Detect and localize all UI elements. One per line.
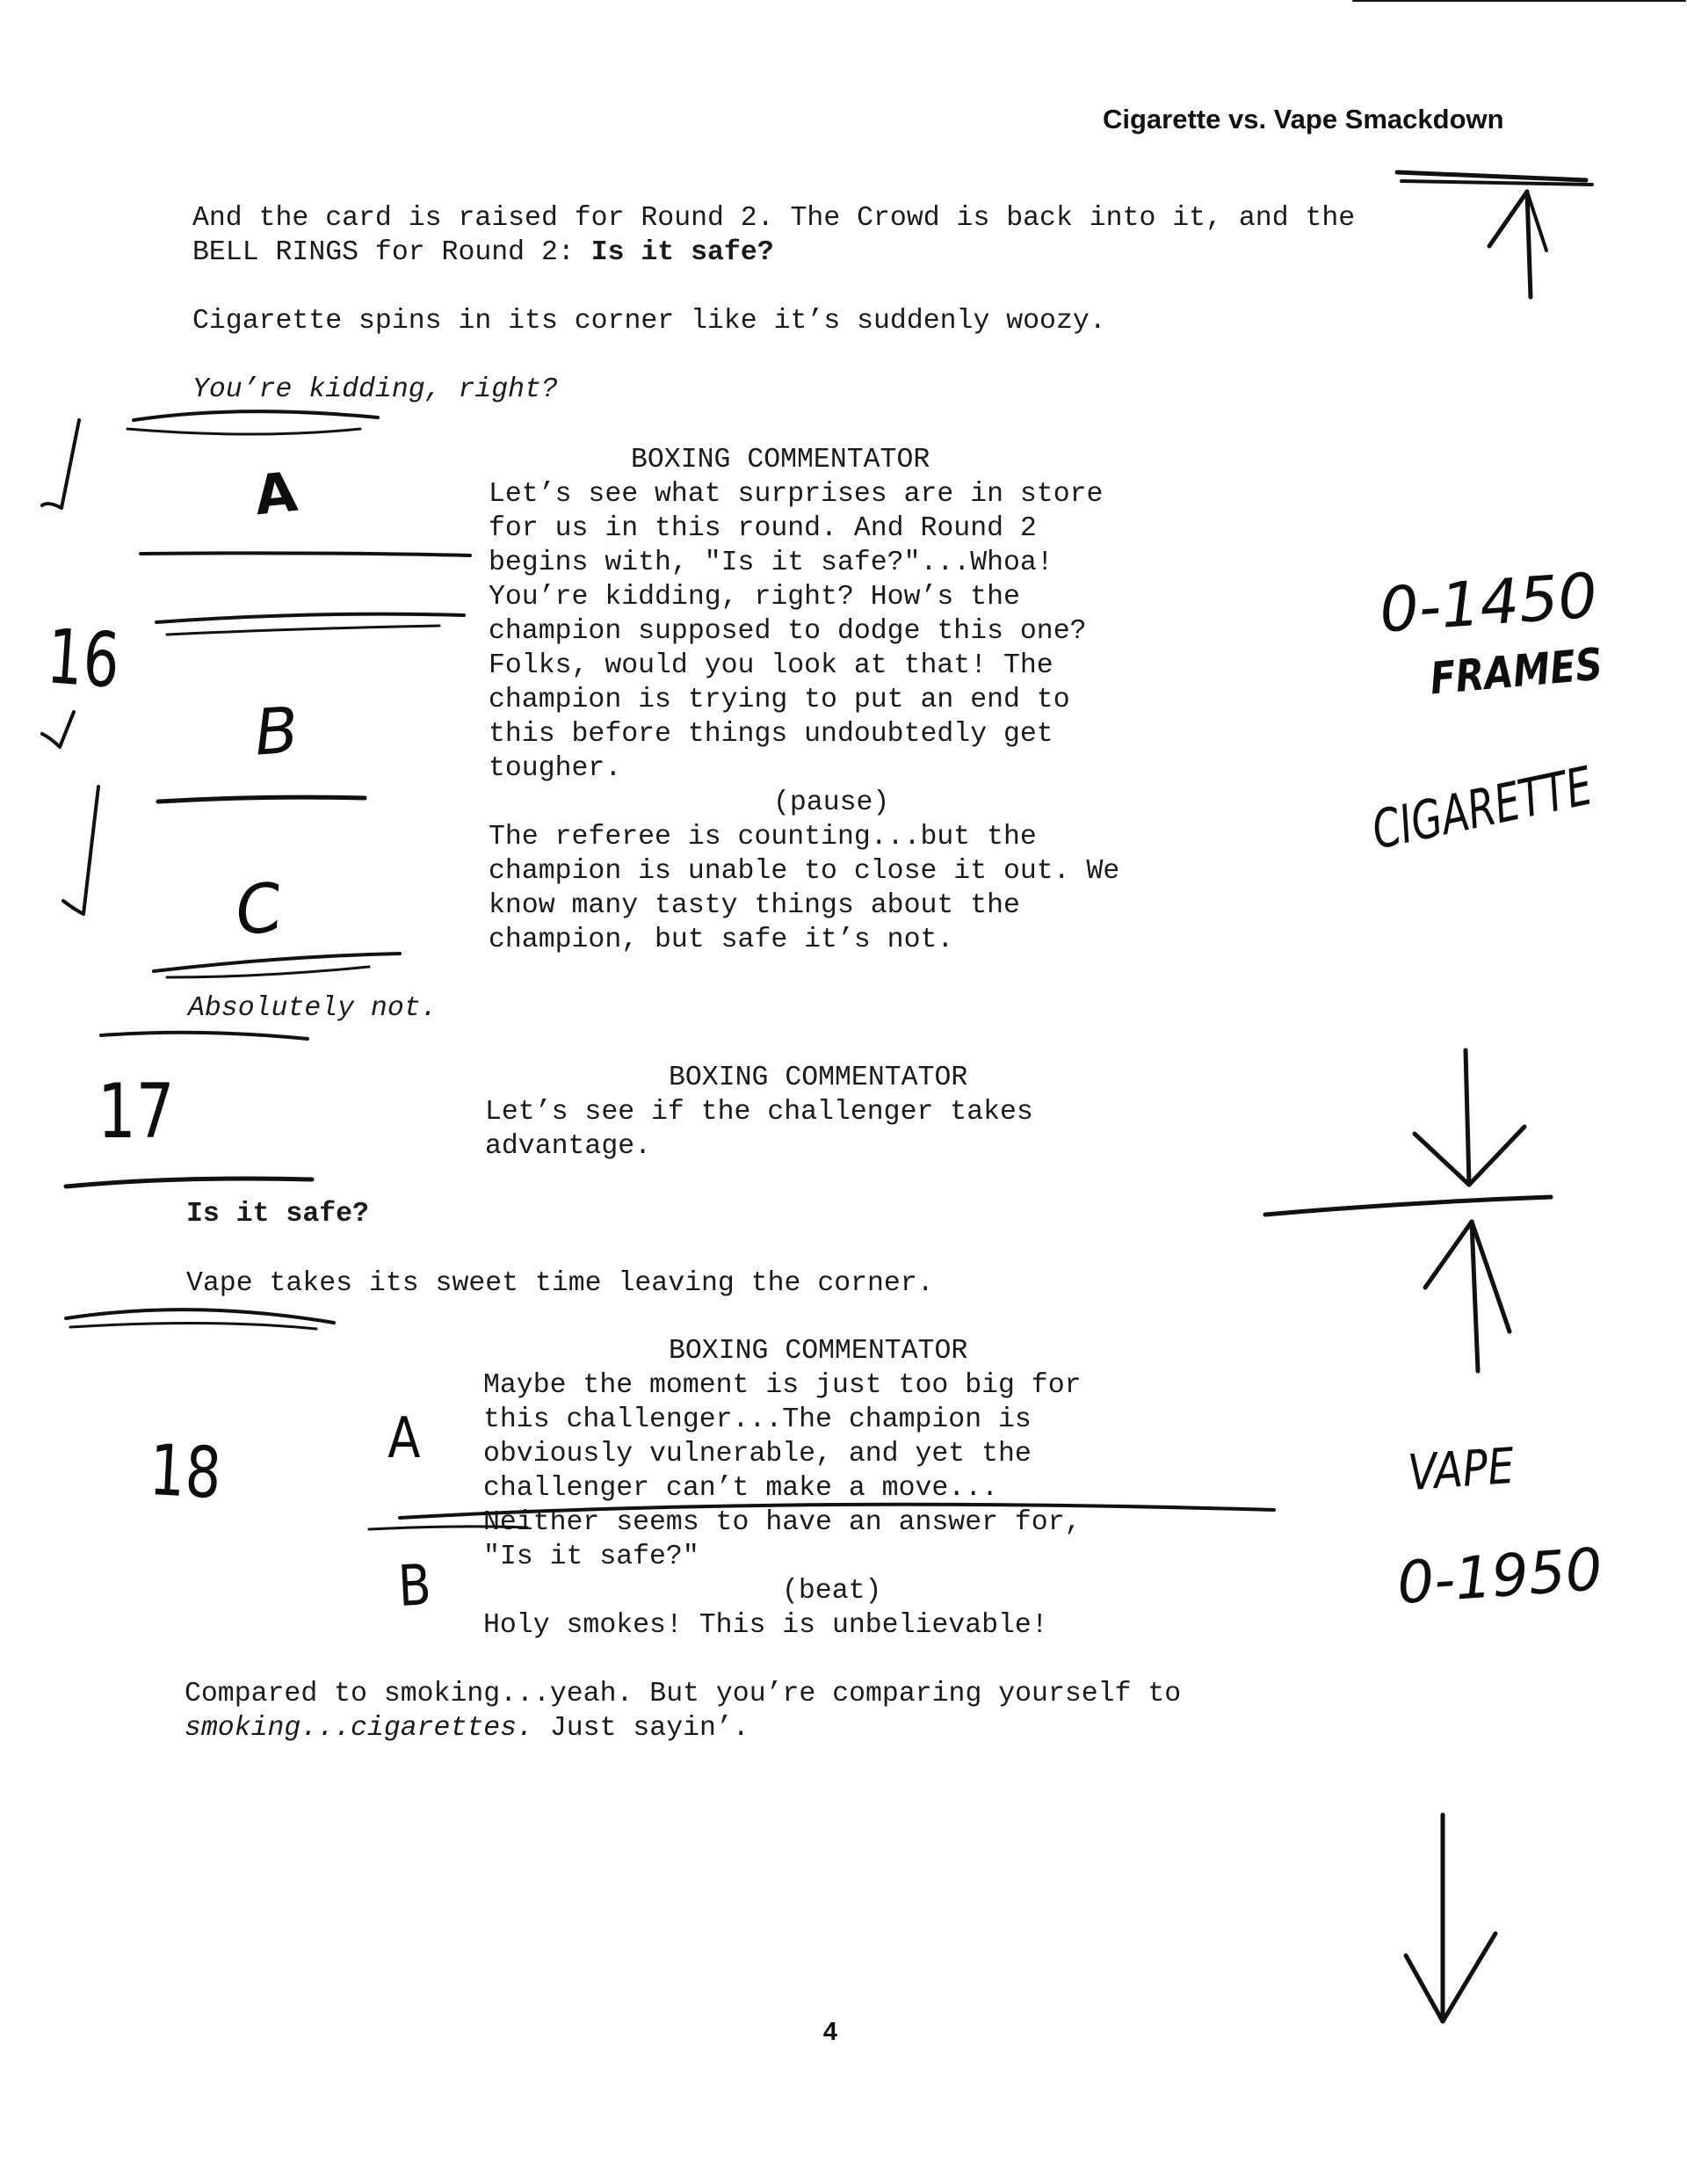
handwritten-scene-number: 17 <box>97 1068 175 1156</box>
handwritten-shot-label: B <box>396 1553 433 1620</box>
caption-line: Compared to smoking...yeah. But you’re comparing yourself to <box>185 1679 1182 1709</box>
action-paragraph: Vape takes its sweet time leaving the corner. <box>186 1268 934 1299</box>
caption-italic: You’re kidding, right? <box>192 374 558 405</box>
dialogue-line: know many tasty things about the <box>489 890 1020 921</box>
handwritten-frames-label: FRAMES <box>1428 638 1605 705</box>
dialogue-block <box>483 1608 1048 1643</box>
dialogue-line: champion, but safe it’s not. <box>489 925 954 955</box>
dialogue-line: this challenger...The champion is <box>483 1404 1032 1435</box>
scribble-divider <box>156 614 464 635</box>
down-arrow-mark <box>1406 1815 1495 2021</box>
page-number: 4 <box>822 2018 838 2046</box>
scribble-divider <box>101 1033 308 1039</box>
scribble-divider <box>66 1310 334 1329</box>
character-name: BOXING COMMENTATOR <box>669 1336 968 1367</box>
handwritten-subject-label: VAPE <box>1406 1437 1517 1503</box>
dialogue-line: this before things undoubtedly get <box>489 719 1053 750</box>
dialogue-line: tougher. <box>489 753 622 784</box>
checkmark-icon <box>42 712 74 747</box>
action-line: BELL RINGS for Round 2: <box>192 237 591 268</box>
dialogue-line: Let’s see if the challenger takes <box>485 1097 1033 1128</box>
dialogue-line: Maybe the moment is just too big for <box>483 1370 1082 1401</box>
dialogue-line: begins with, "Is it safe?"...Whoa! <box>489 548 1053 578</box>
scribble-divider <box>158 797 365 802</box>
round-card-bold: Is it safe? <box>186 1199 369 1230</box>
scribble-divider <box>127 411 378 434</box>
action-paragraph <box>192 201 1355 270</box>
scribble-divider <box>66 1179 312 1186</box>
dialogue-block <box>483 1368 1082 1574</box>
parenthetical: (beat) <box>782 1576 882 1607</box>
page-header-title: Cigarette vs. Vape Smackdown <box>1103 104 1504 134</box>
dialogue-line: champion supposed to dodge this one? <box>489 616 1087 647</box>
handwritten-scene-number: 16 <box>44 613 123 706</box>
dialogue-line: advantage. <box>485 1131 652 1162</box>
scribble-divider <box>141 553 470 555</box>
caption-line-rest: Just sayin’. <box>532 1713 749 1744</box>
caption-italic: Absolutely not. <box>188 993 438 1024</box>
dialogue-line: Let’s see what surprises are in store <box>489 479 1104 510</box>
scribble-divider <box>154 954 400 977</box>
dialogue-line: "Is it safe?" <box>483 1542 699 1572</box>
cross-arrow-mark <box>1265 1050 1551 1371</box>
parenthetical: (pause) <box>773 787 890 818</box>
handwritten-shot-label: B <box>252 693 301 770</box>
character-name: BOXING COMMENTATOR <box>631 445 930 475</box>
dialogue-line: obviously vulnerable, and yet the <box>483 1439 1032 1469</box>
character-name: BOXING COMMENTATOR <box>669 1063 968 1093</box>
dialogue-line: Folks, would you look at that! The <box>489 650 1053 681</box>
dialogue-block <box>485 1095 1033 1164</box>
dialogue-line: The referee is counting...but the <box>489 822 1037 853</box>
caption-paragraph <box>185 1677 1181 1745</box>
dialogue-line: challenger can’t make a move... <box>483 1473 998 1504</box>
handwritten-shot-label: A <box>251 459 300 528</box>
dialogue-line: champion is unable to close it out. We <box>489 856 1120 887</box>
up-arrow-mark <box>1397 172 1592 297</box>
dialogue-block <box>489 477 1103 786</box>
handwritten-subject-label: CIGARETTE <box>1366 755 1598 862</box>
dialogue-block <box>489 820 1119 957</box>
dialogue-line: champion is trying to put an end to <box>489 685 1070 715</box>
dialogue-line: You’re kidding, right? How’s the <box>489 582 1020 613</box>
handwritten-frame-range: 0-1950 <box>1394 1535 1605 1618</box>
handwritten-shot-label: A <box>387 1406 421 1471</box>
action-line: And the card is raised for Round 2. The Crowd is back into it, and the <box>192 203 1356 234</box>
dialogue-line: Neither seems to have an answer for, <box>483 1507 1082 1538</box>
caption-italic-fragment: smoking...cigarettes. <box>185 1713 533 1744</box>
dialogue-line: Holy smokes! This is unbelievable! <box>483 1610 1048 1641</box>
checkmark-icon <box>63 787 98 914</box>
dialogue-line: for us in this round. And Round 2 <box>489 513 1037 544</box>
handwritten-shot-label: C <box>230 867 288 952</box>
round-card-bold: Is it safe? <box>590 237 774 268</box>
handwritten-frame-range: 0-1450 <box>1377 559 1600 647</box>
checkmark-icon <box>42 420 79 508</box>
handwritten-scene-number: 18 <box>147 1428 223 1515</box>
action-paragraph: Cigarette spins in its corner like it’s suddenly woozy. <box>192 306 1106 337</box>
